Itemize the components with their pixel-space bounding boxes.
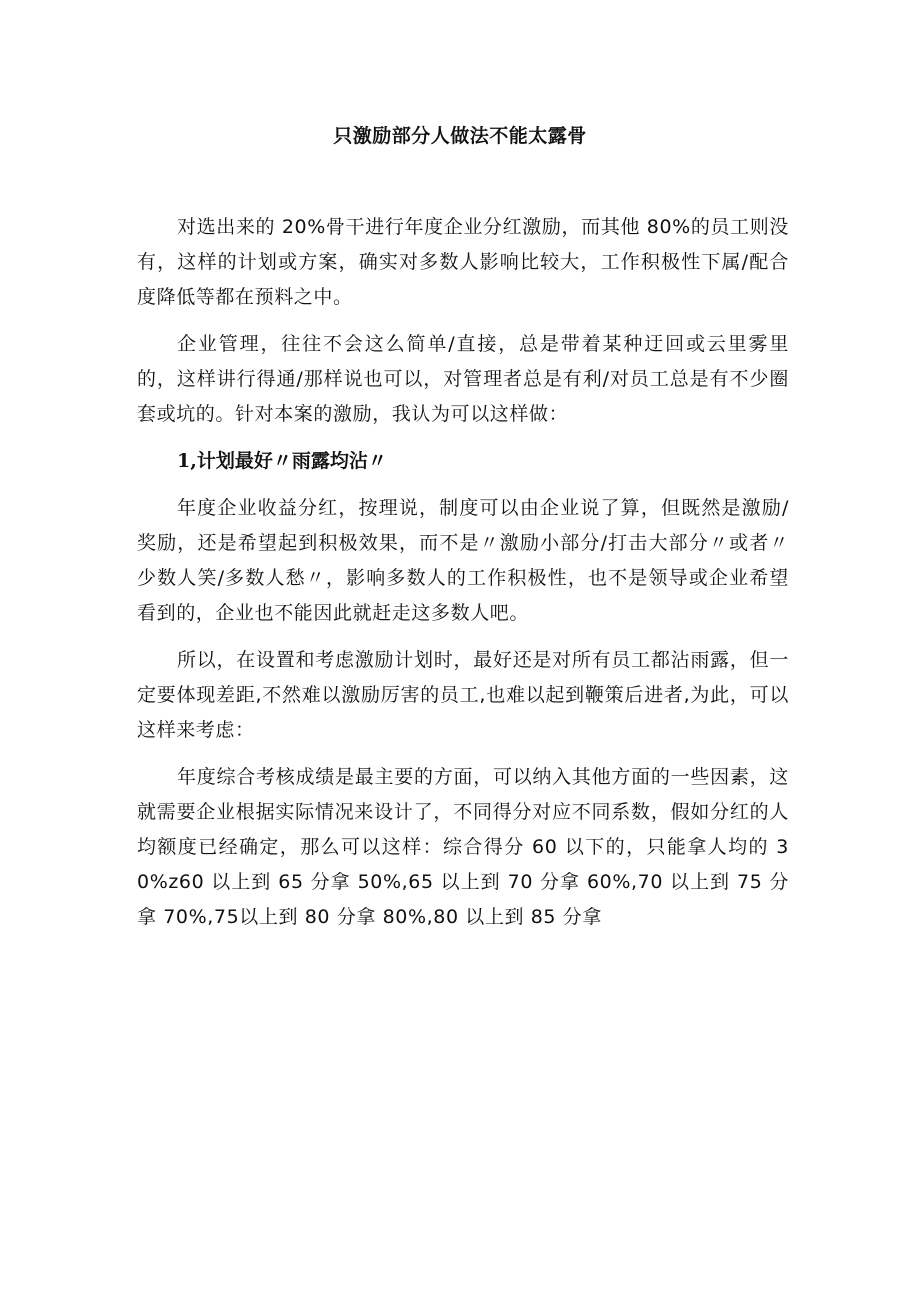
paragraph-intro: 对选出来的 20%骨干进行年度企业分红激励，而其他 80%的员工则没有，这样的计划或方案，确实对多数人影响比较大，工作积极性下属/配合度降低等都在预料之中。 bbox=[137, 216, 789, 308]
section-heading: 1,计划最好〃雨露均沾〃 bbox=[177, 450, 387, 472]
document-title: 只激励部分人做法不能太露骨 bbox=[333, 125, 587, 147]
paragraph-dividend: 年度企业收益分红，按理说，制度可以由企业说了算，但既然是激励/奖励，还是希望起到积极效果，而不是〃激励小部分/打击大部分〃或者〃少数人笑/多数人愁〃，影响多数人的工作积极性，也不是领导或企业希望看到的，企业也不能因此就赶走这多数人吧。 bbox=[137, 497, 789, 624]
document-body bbox=[137, 210, 789, 947]
paragraph-scoring: 年度综合考核成绩是最主要的方面，可以纳入其他方面的一些因素，这就需要企业根据实际情况来设计了，不同得分对应不同系数，假如分红的人均额度已经确定，那么可以这样：综合得分 60 以下的，只能拿人均的 30%z60 以上到 65 分拿 50%,65 以上到 70 分拿 60%,70 以上到 75 分拿 70%,75以上到 80 分拿 80%,80 以上到 85 分拿 bbox=[137, 766, 789, 928]
paragraph-management: 企业管理，往往不会这么简单/直接，总是带着某种迂回或云里雾里的，这样讲行得通/那样说也可以，对管理者总是有利/对员工总是有不少圈套或坑的。针对本案的激励，我认为可以这样做： bbox=[137, 333, 789, 425]
paragraph-plan: 所以，在设置和考虑激励计划时，最好还是对所有员工都沾雨露，但一定要体现差距,不然难以激励厉害的员工,也难以起到鞭策后进者,为此，可以这样来考虑： bbox=[137, 649, 789, 741]
